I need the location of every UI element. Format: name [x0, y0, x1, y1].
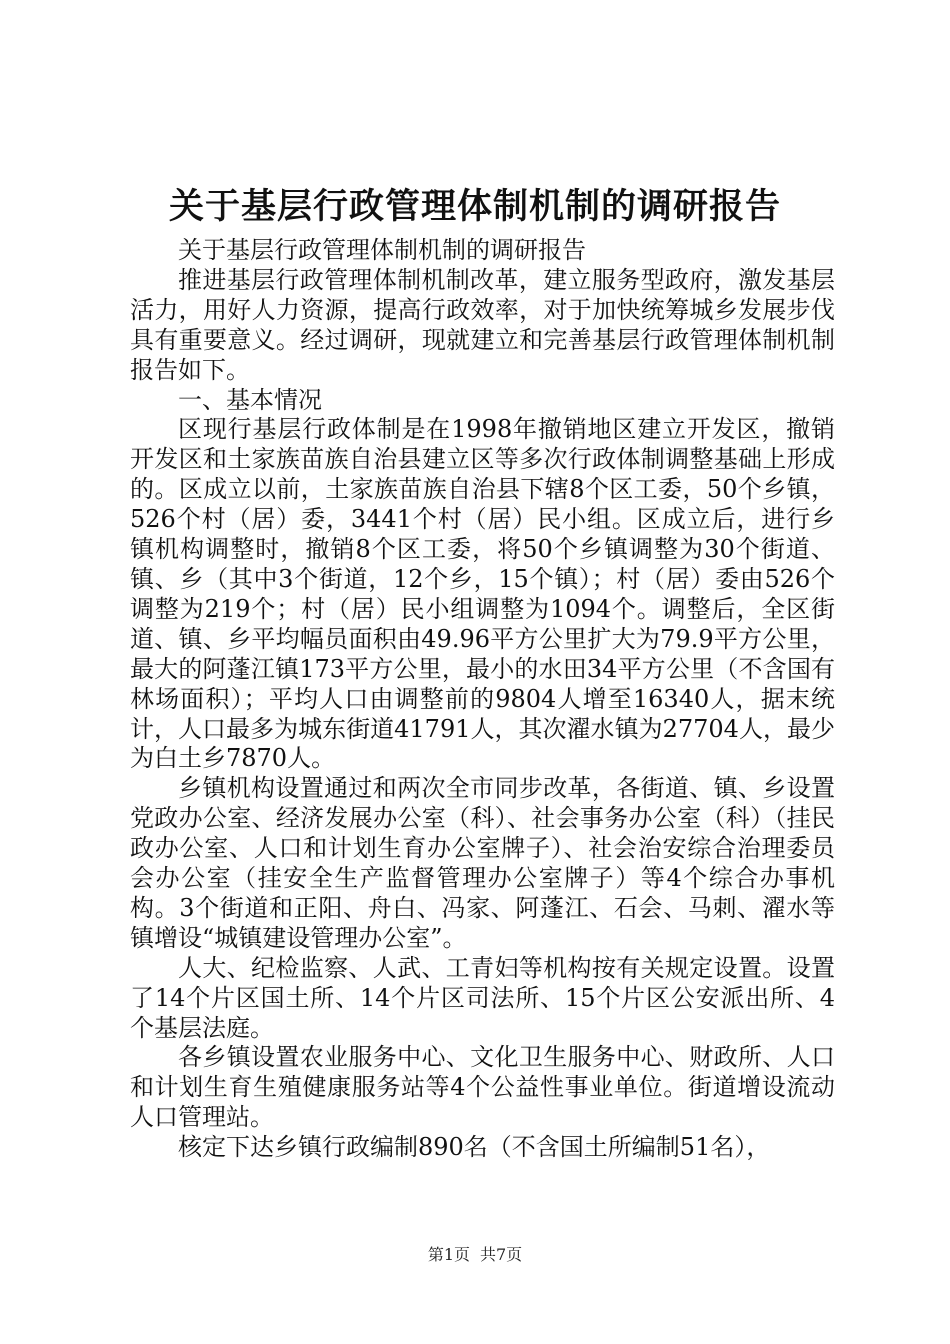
body-paragraph-intro: 推进基层行政管理体制机制改革，建立服务型政府，激发基层活力，用好人力资源，提高行政效率，对于加快统筹城乡发展步伐具有重要意义。经过调研，现就建立和完善基层行政管理体制机制报告如下。	[130, 265, 835, 384]
body-paragraph-public-service-units: 各乡镇设置农业服务中心、文化卫生服务中心、财政所、人口和计划生育生殖健康服务站等4个公益性事业单位。街道增设流动人口管理站。	[130, 1043, 835, 1132]
body-paragraph-staffing: 核定下达乡镇行政编制890名（不含国土所编制51名），	[178, 1133, 771, 1162]
section-heading-basic-situation: 一、基本情况	[178, 385, 322, 414]
page-total: 共7页	[480, 1245, 523, 1264]
body-paragraph-subtitle: 关于基层行政管理体制机制的调研报告	[178, 236, 586, 264]
body-paragraph-district-history: 区现行基层行政体制是在1998年撤销地区建立开发区，撤销开发区和土家族苗族自治县建立区等多次行政体制调整基础上形成的。区成立以前，土家族苗族自治县下辖8个区工委，50个乡镇，526个村（居）委，3441个村（居）民小组。区成立后，进行乡镇机构调整时，撤销8个区工委，将50个乡镇调整为30个街道、镇、乡（其中3个街道，12个乡，15个镇）；村（居）委由526个调整为219个；村（居）民小组调整为1094个。调整后，全区街道、镇、乡平均幅员面积由49.96平方公里扩大为79.9平方公里，最大的阿蓬江镇173平方公里，最小的水田34平方公里（不含国有林场面积）；平均人口由调整前的9804人增至16340人，据末统计，人口最多为城东街道41791人，其次濯水镇为27704人，最少为白土乡7870人。	[130, 415, 835, 773]
page-footer	[0, 1244, 950, 1266]
page-number: 第1页	[427, 1245, 470, 1264]
body-paragraph-agencies: 人大、纪检监察、人武、工青妇等机构按有关规定设置。设置了14个片区国土所、14个片区司法所、15个片区公安派出所、4个基层法庭。	[130, 953, 835, 1042]
document-body	[130, 236, 835, 1163]
document-title: 关于基层行政管理体制机制的调研报告	[168, 186, 781, 227]
body-paragraph-township-institutions: 乡镇机构设置通过和两次全市同步改革，各街道、镇、乡设置党政办公室、经济发展办公室（科）、社会事务办公室（科）（挂民政办公室、人口和计划生育办公室牌子）、社会治安综合治理委员会办公室（挂安全生产监督管理办公室牌子）等4个综合办事机构。3个街道和正阳、舟白、冯家、阿蓬江、石会、马刺、濯水等镇增设“城镇建设管理办公室”。	[130, 774, 835, 952]
